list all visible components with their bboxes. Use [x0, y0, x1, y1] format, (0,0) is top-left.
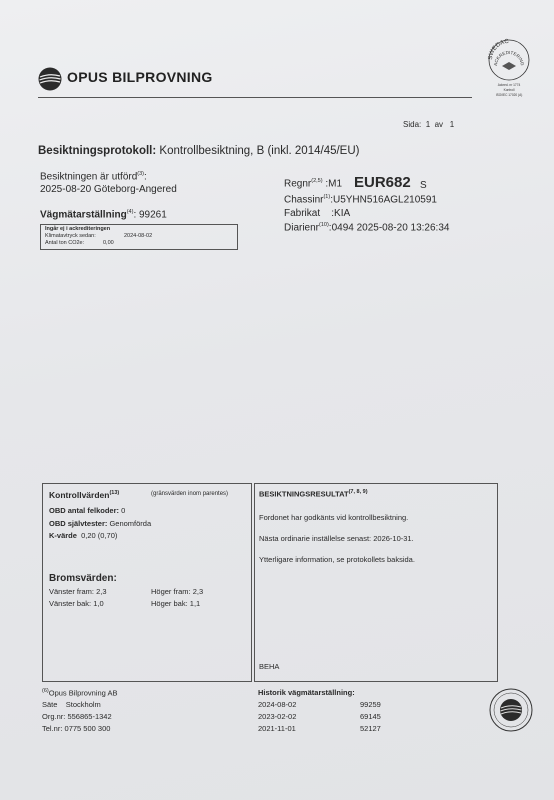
page-label: Sida: [403, 120, 422, 129]
chassi-value: :U5YHN516AGL210591 [330, 194, 437, 206]
seal-small-2: Kontroll [503, 88, 515, 92]
footer-company-name: $^{(6)}$Opus Bilprovning AB [42, 688, 118, 698]
company-logo-text: OPUS BILPROVNING [67, 69, 213, 85]
location-label-line: Besiktningen är utförd$^{(3)}$: [40, 171, 147, 183]
accreditation-note: Ingår ej i ackrediteringen [45, 226, 111, 232]
footer-telnr: Tel.nr: 0775 500 300 [42, 724, 111, 733]
result-line-1: Fordonet har godkänts vid kontrollbesiktning. [259, 513, 409, 522]
certification-stamp-icon [489, 688, 533, 732]
control-values-box [42, 483, 252, 682]
history-row-1-date: 2024-08-02 [258, 700, 297, 709]
page-of: av [434, 120, 444, 129]
history-row-2-value: 69145 [360, 712, 381, 721]
diarie-line: Diarienr$^{(10)}$:0494 2025-08-20 13:26:34 [284, 222, 450, 234]
regnr-line: Regnr$^{(2,5)}$ :M1 [284, 178, 343, 190]
seal-text-inner: ACKREDITERING [492, 49, 526, 67]
control-note: (gränsvärden inom parentes) [151, 491, 229, 497]
fabrikat-line [284, 208, 350, 219]
control-title: Kontrollvärden$^{(13)}$ [49, 490, 120, 500]
chassi-label: Chassinr [284, 194, 324, 206]
diarie-label: Diarienr [284, 222, 320, 234]
brake-left-rear: Vänster bak: 1,0 [49, 599, 104, 608]
page-number [403, 120, 454, 129]
history-row-1-value: 99259 [360, 700, 381, 709]
chassi-line: Chassinr$^{(1)}$:U5YHN516AGL210591 [284, 194, 437, 206]
regnr-value: EUR682 [354, 174, 411, 191]
result-line-3: Ytterligare information, se protokollets baksida. [259, 555, 415, 564]
diarie-value: :0494 2025-08-20 13:26:34 [328, 222, 450, 234]
odometer-label: Vägmätarställning [40, 209, 127, 221]
swedac-seal-icon [484, 36, 534, 102]
title-text: Kontrollbesiktning, B (inkl. 2014/45/EU) [159, 145, 360, 157]
seal-small-3: ISO/IEC 17020 (A) [495, 93, 523, 97]
seal-small-1: Ackred. nr 1774 [497, 83, 521, 87]
regnr-label: Regnr [284, 178, 312, 190]
accreditation-box [40, 224, 238, 250]
climate-value: 2024-08-02 [124, 233, 153, 239]
seal-text-top: SWEDAC [487, 38, 510, 61]
history-title: Historik vägmätarställning: [258, 688, 355, 697]
history-row-3-value: 52127 [360, 724, 381, 733]
brake-right-rear: Höger bak: 1,1 [151, 599, 201, 608]
co2-value: 0,00 [103, 240, 114, 246]
regnr-suffix: S [420, 180, 427, 191]
odometer-line: Vägmätarställning$^{(4)}$: 99261 [40, 209, 167, 221]
fabrikat-value: :KIA [331, 208, 351, 219]
obd-faults: OBD antal felkoder: 0 [49, 506, 126, 515]
climate-label: Klimatavtryck sedan: [45, 233, 96, 239]
inspector-code: BEHA [259, 662, 280, 671]
title-bold: Besiktningsprotokoll: [38, 145, 157, 157]
result-line-2: Nästa ordinarie inställelse senast: 2026-10-31. [259, 534, 414, 543]
opus-logo-icon [38, 67, 62, 91]
brake-right-front: Höger fram: 2,3 [151, 587, 204, 596]
footer-sate: Säte Stockholm [42, 700, 101, 709]
result-box [254, 483, 498, 682]
location-value: 2025-08-20 Göteborg-Angered [40, 184, 177, 195]
page-current: 1 [425, 120, 431, 129]
history-row-3-date: 2021-11-01 [258, 724, 296, 733]
brake-left-front: Vänster fram: 2,3 [49, 587, 107, 596]
co2-label: Antal ton CO2e: [45, 240, 85, 246]
odometer-value: 99261 [139, 209, 167, 221]
location-label: Besiktningen är utförd [40, 171, 138, 183]
fabrikat-label: Fabrikat [284, 208, 321, 219]
document-title [38, 145, 359, 157]
header-divider [38, 97, 472, 98]
page-total: 1 [449, 120, 455, 129]
history-row-2-date: 2023-02-02 [258, 712, 297, 721]
obd-selftest: OBD självtester: Genomförda [49, 519, 152, 528]
k-value: K-värde 0,20 (0,70) [49, 531, 118, 540]
footer-orgnr: Org.nr: 556865-1342 [42, 712, 112, 721]
brake-title: Bromsvärden: [49, 573, 117, 584]
regnr-prefix: :M1 [325, 178, 343, 190]
result-title: BESIKTNINGSRESULTAT$^{(7, 8, 9)}$ [259, 489, 368, 499]
